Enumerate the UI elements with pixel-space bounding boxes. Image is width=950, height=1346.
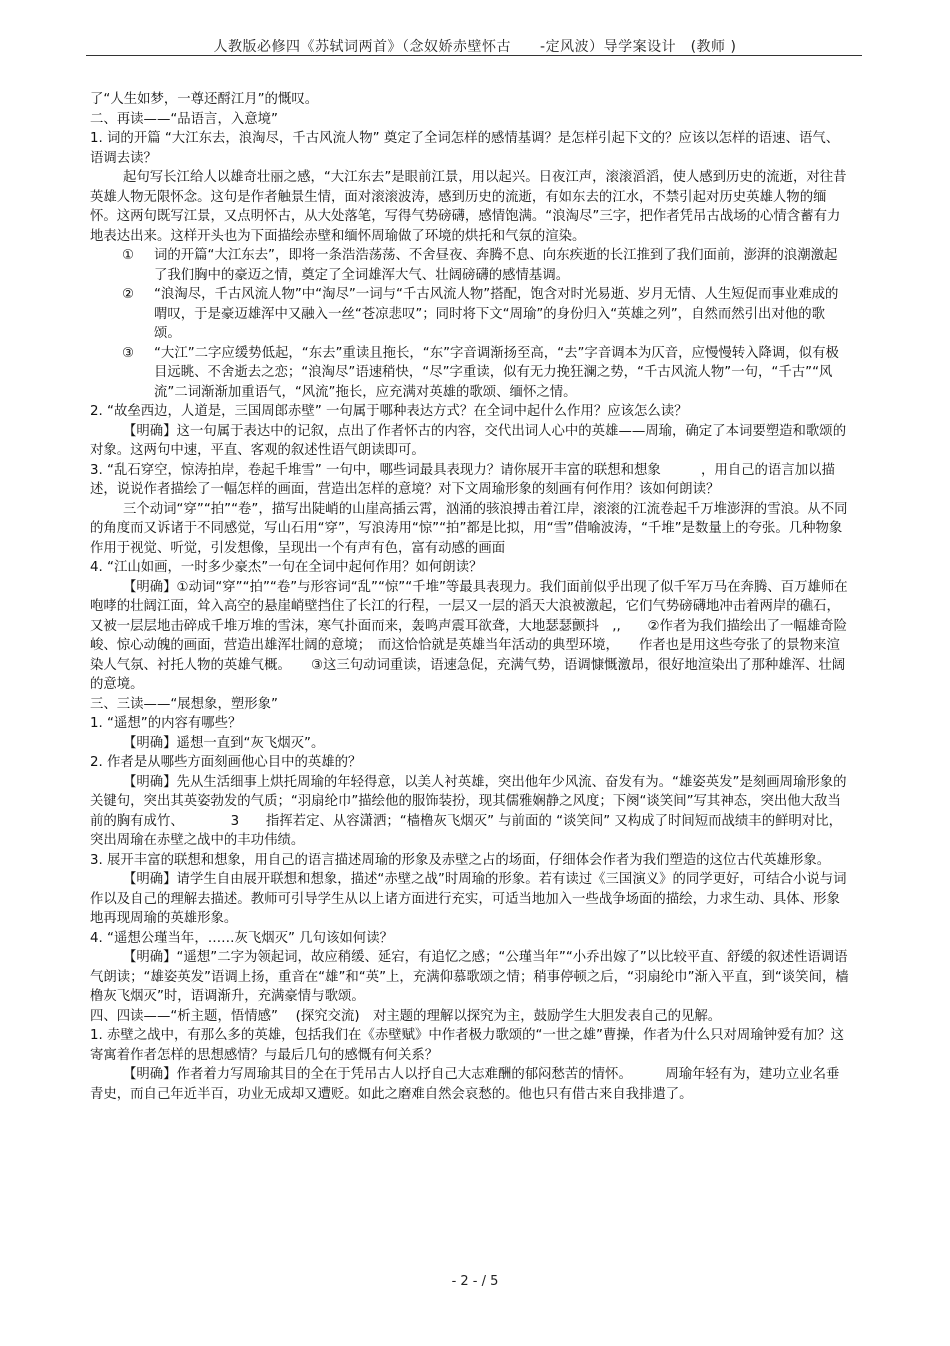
page-number: - 2 - / 5 [451, 1274, 499, 1289]
question: 2. “故垒西边，人道是，三国周郎赤壁” 一句属于哪种表达方式？在全词中起什么作用？应该怎么读？ [90, 404, 688, 419]
answer: 【明确】请学生自由展开联想和想象，描述“赤壁之战”时周瑜的形象。若有读过《三国演义》的同学更好，可结合小说与词作以及自己的理解去描述。教师可引导学生从以上诸方面进行充实，可适当地加入一些战争场面的描绘，力求生动、具体、形象地再现周瑜的英雄形象。 [90, 872, 847, 926]
question: 2. 作者是从哪些方面刻画他心目中的英雄的？ [90, 755, 362, 770]
paragraph: 三个动词“穿”“拍”“卷”，描写出陡峭的山崖高插云霄，汹涌的骇浪搏击着江岸，滚滚的江流卷起千万堆澎湃的雪浪。从不同的角度而又诉诸于不同感觉，写山石用“穿”，写浪涛用“惊”“拍”都是比拟，用“雪”借喻波涛，“千堆”是数量上的夸张。几种物象作用于视觉、听觉，引发想像，呈现出一个有声有色，富有动感的画面 [90, 501, 848, 556]
numbered-item [90, 344, 850, 403]
item-text: “浪淘尽，千古风流人物”中“淘尽”一词与“千古风流人物”搭配，饱含对时光易逝、岁月无情、人生短促而事业难成的喟叹，于是豪迈雄浑中又融入一丝“苍凉悲叹”；同时将下文“周瑜”的身份归入“英雄之列”，自然而然引出对他的歌颂。 [154, 287, 839, 341]
item-text: “大江”二字应缓势低起，“东去”重读且拖长，“东”字音调渐扬至高，“去”字音调本为仄音，应慢慢转入降调，似有极目远眺、不舍逝去之恋；“浪淘尽”语速稍快，“尽”字重读，似有无力挽狂澜之势，“千古风流人物”一句，“千古”“风流”二词渐渐加重语气，“风流”拖长，应充满对英雄的歌颂、缅怀之情。 [154, 345, 839, 400]
paragraph: 起句写长江给人以雄奇壮丽之感，“大江东去”是眼前江景，用以起兴。日夜江声，滚滚滔滔，使人感到历史的流逝，对往昔英雄人物无限怀念。这句是作者触景生情，面对滚滚波涛，感到历史的流逝，有如东去的江水，不禁引起对历史英雄人物的缅怀。这两句既写江景，又点明怀古，从大处落笔，写得气势磅礴，感情饱满。“浪淘尽”三字，把作者凭吊古战场的心情含蓄有力地表达出来。这样开头也为下面描绘赤壁和缅怀周瑜做了环境的烘托和气氛的渲染。 [90, 170, 847, 244]
item-marker: ① [122, 248, 135, 263]
answer: 【明确】这一句属于表达中的记叙，点出了作者怀古的内容，交代出词人心中的英雄——周瑜，确定了本词要塑造和歌颂的对象。这两句中速，平直、客观的叙述性语气朗读即可。 [90, 423, 847, 458]
answer: 【明确】作者着力写周瑜其目的全在于凭吊古人以抒自己大志难酬的郁闷愁苦的情怀。 周瑜年轻有为，建功立业名垂青史，而自己年近半百，功业无成却又遭贬。如此之磨难自然会哀愁的。他也只有借古来自我排遣了。 [90, 1067, 840, 1102]
question: 1. 词的开篇 “大江东去，浪淘尽，千古风流人物” 奠定了全词怎样的感情基调？是怎样引起下文的？应该以怎样的语速、语气、语调去读？ [90, 131, 840, 166]
numbered-item [90, 246, 850, 285]
answer: 【明确】“遥想”二字为领起词，故应稍缓、延宕，有追忆之感；“公瑾当年”“小乔出嫁了”以比较平直、舒缓的叙述性语调语气朗读；“雄姿英发”语调上扬，重音在“雄”和“英”上，充满仰慕歌颂之情；稍事停顿之后，“羽扇纶巾”渐入平直，到“谈笑间，樯橹灰飞烟灭”时，语调渐升，充满豪情与歌颂。 [90, 950, 849, 1004]
item-text: 词的开篇“大江东去”，即将一条浩浩荡荡、不舍昼夜、奔腾不息、向东疾逝的长江推到了我们面前，澎湃的浪潮激起了我们胸中的豪迈之情，奠定了全词雄浑大气、壮阔磅礴的感情基调。 [154, 248, 838, 283]
question: 4. “江山如画，一时多少豪杰”一句在全词中起何作用？如何朗读？ [90, 560, 483, 575]
question: 3. “乱石穿空，惊涛拍岸，卷起千堆雪” 一句中，哪些词最具表现力？请你展开丰富的联想和想象 ，用自己的语言加以描述，说说作者描绘了一幅怎样的画面，营造出怎样的意境？对下文周瑜形象的刻画有何作用？该如何朗读？ [90, 462, 835, 497]
item-marker: ③ [122, 345, 135, 361]
answer: 【明确】先从生活细事上烘托周瑜的年轻得意，以美人衬英雄，突出他年少风流、奋发有为。“雄姿英发”是刻画周瑜形象的关键句，突出其英姿勃发的气质；“羽扇纶巾”描绘他的服饰装扮，现其儒雅娴静之风度；下阕“谈笑间”写其神态，突出他大敌当前的胸有成竹、 3 指挥若定、从容潇洒；“樯橹灰飞烟灭” 与前面的 “谈笑间” 又构成了时间短而战绩丰的鲜明对比， 突出周瑜在赤壁之战中的丰功伟绩。 [90, 774, 863, 848]
header-divider [86, 55, 862, 56]
section-heading: 三、三读——“展想象，塑形象” [90, 696, 278, 712]
question: 3. 展开丰富的联想和想象，用自己的语言描述周瑜的形象及赤壁之占的场面，仔细体会作者为我们塑造的这位古代英雄形象。 [90, 852, 831, 868]
paragraph: 了“人生如梦，一尊还酹江月”的慨叹。 [90, 92, 319, 107]
page-header: 人教版必修四《苏轼词两首》（念奴娇赤壁怀古 -定风波）导学案设计 (教师 ) [213, 39, 737, 55]
section-heading: 二、再读——“品语言，入意境” [90, 111, 278, 127]
answer: 【明确】①动词“穿”“拍”“卷”与形容词“乱”“惊”“千堆”等最具表现力。我们面前似乎出现了似千军万马在奔腾、百万雄师在咆哮的壮阔江面，耸入高空的悬崖峭壁挡住了长江的行程，一层又一层的滔天大浪被激起，它们气势磅礴地冲击着两岸的礁石，又被一层层地击碎成千堆万堆的雪沫，寒气扑面而来，轰鸣声震耳欲聋，大地瑟瑟颤抖 ,, ②作者为我们描绘出了一幅雄奇险峻、惊心动魄的画面，营造出雄浑壮阔的意境； 而这恰恰就是英雄当年活动的典型环境， 作者也是用这些夸张了的景物来渲染人气氛、衬托人物的英雄气概。 ③这三句动词重读，语速急促，充满气势，语调慷慨激昂，很好地渲染出了那种雄浑、壮阔的意境。 [90, 579, 848, 692]
question: 1. “遥想”的内容有哪些？ [90, 716, 242, 731]
question: 1. 赤壁之战中，有那么多的英雄，包括我们在《赤壁赋》中作者极力歌颂的“一世之雄”曹操，作者为什么只对周瑜钟爱有加？这寄寓着作者怎样的思想感情？与最后几句的感慨有何关系？ [90, 1028, 844, 1063]
answer: 【明确】遥想一直到“灰飞烟灭”。 [123, 735, 325, 751]
section-heading: 四、四读——“析主题，悟情感” (探究交流) 对主题的理解以探究为主，鼓励学生大胆发表自己的见解。 [90, 1008, 722, 1024]
item-marker: ② [122, 287, 135, 302]
question: 4. “遥想公瑾当年，……灰飞烟灭” 几句该如何读？ [90, 930, 393, 946]
numbered-item [90, 285, 850, 344]
document-body [90, 90, 863, 1104]
